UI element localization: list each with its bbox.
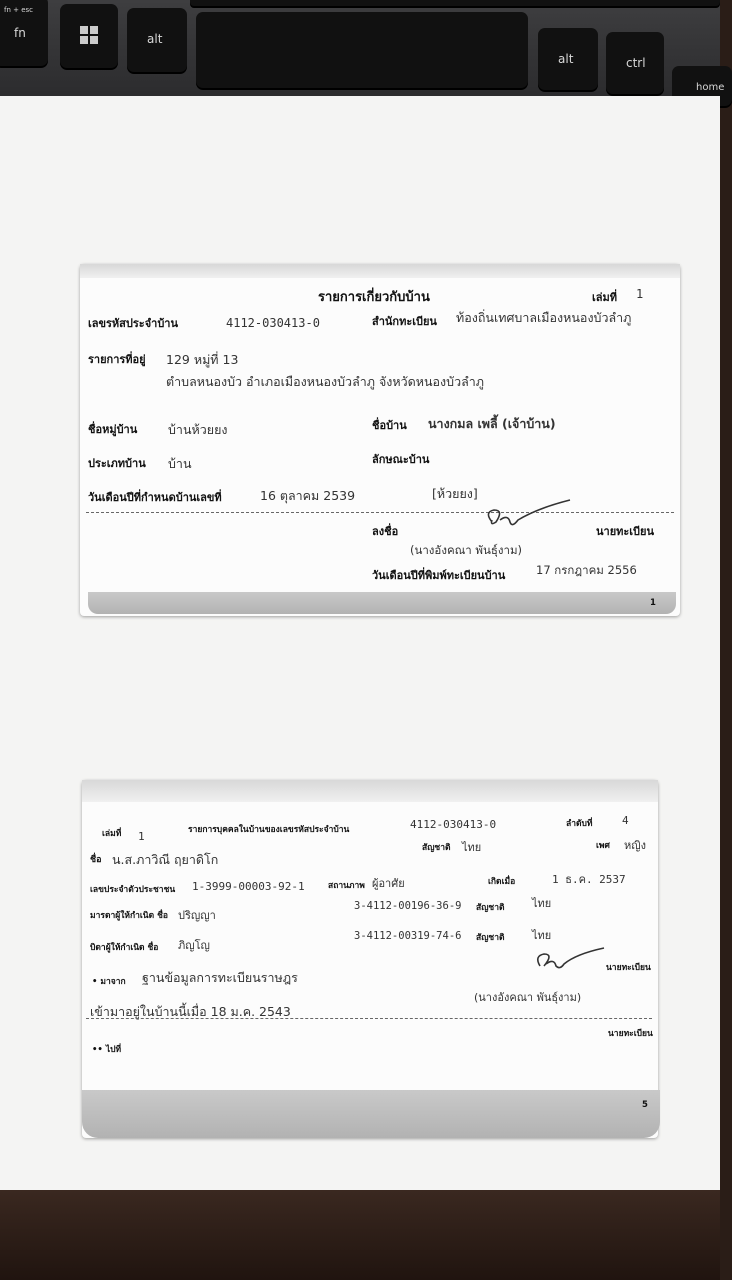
- sex: หญิง: [624, 839, 646, 852]
- father-id: 3-4112-00319-74-6: [354, 930, 462, 942]
- seq-label: ลำดับที่: [566, 819, 593, 829]
- mother-nat: ไทย: [532, 897, 552, 910]
- home-label: home: [696, 82, 725, 93]
- person-details-card: [82, 780, 658, 1138]
- registrar2-title-bottom: นายทะเบียน: [608, 1029, 653, 1039]
- house-character-label: ลักษณะบ้าน: [372, 453, 430, 466]
- card2-top-edge: [82, 780, 658, 802]
- registrar-signature: [478, 500, 578, 534]
- house-code: 4112-030413-0: [226, 316, 320, 330]
- mother-nat-label: สัญชาติ: [476, 903, 505, 913]
- fn-top-label: fn + esc: [4, 6, 34, 14]
- status-label: สถานภาพ: [328, 881, 365, 891]
- registrar-title: นายทะเบียน: [596, 525, 655, 538]
- alt-right-label: alt: [558, 52, 574, 66]
- fn-label: fn: [14, 26, 26, 40]
- mother-label: มารดาผู้ให้กำเนิด ชื่อ: [90, 911, 168, 921]
- wood-table: [0, 1190, 720, 1280]
- mother-name: ปริญญา: [178, 909, 216, 922]
- book-label: เล่มที่: [592, 291, 618, 304]
- father-label: บิดาผู้ให้กำเนิด ชื่อ: [90, 943, 159, 953]
- windows-icon: [80, 26, 98, 44]
- address-label: รายการที่อยู่: [88, 353, 146, 366]
- card2-footer-band: [82, 1090, 660, 1138]
- print-date-label: วันเดือนปีที่พิมพ์ทะเบียนบ้าน: [372, 569, 506, 582]
- registry-office-label: สำนักทะเบียน: [372, 315, 437, 328]
- house-name: นางกมล เพลี้ (เจ้าบ้าน): [428, 416, 556, 431]
- birth-date: 1 ธ.ค. 2537: [552, 873, 626, 886]
- print-date: 17 กรกฎาคม 2556: [536, 563, 637, 577]
- village-label: ชื่อหมู่บ้าน: [88, 423, 138, 436]
- father-nat-label: สัญชาติ: [476, 933, 505, 943]
- village: บ้านห้วยยง: [168, 422, 228, 437]
- alt-right-key: [538, 28, 598, 90]
- nationality-label: สัญชาติ: [422, 843, 451, 853]
- alt-left-label: alt: [147, 32, 163, 46]
- birth-label: เกิดเมื่อ: [488, 877, 516, 887]
- registrar-name: (นางอังคณา พันธุ์งาม): [410, 543, 523, 557]
- status: ผู้อาศัย: [372, 877, 405, 890]
- mother-id: 3-4112-00196-36-9: [354, 900, 462, 912]
- registrar2-signature: [532, 944, 612, 978]
- book-no: 1: [636, 287, 644, 301]
- laptop-keyboard: [0, 0, 725, 100]
- address-line1: 129 หมู่ที่ 13: [166, 352, 239, 367]
- person-name: น.ส.ภาวิณี ฤยาดิโก: [112, 852, 219, 867]
- card2-page-no: 5: [642, 1100, 648, 1110]
- house-name-label: ชื่อบ้าน: [372, 419, 407, 432]
- registrar2-title: นายทะเบียน: [606, 963, 651, 973]
- fn-key: [0, 0, 48, 66]
- father-nat: ไทย: [532, 929, 552, 942]
- ctrl-label: ctrl: [626, 56, 646, 70]
- space-key: [196, 12, 528, 88]
- from-label: • มาจาก: [92, 977, 126, 987]
- card2-house-code: 4112-030413-0: [410, 818, 497, 831]
- sex-label: เพศ: [596, 841, 610, 851]
- card2-book-label: เล่มที่: [102, 829, 122, 839]
- nationality: ไทย: [462, 841, 482, 854]
- moved-out-label: •• ไปที่: [92, 1045, 122, 1055]
- house-details-card: [80, 264, 680, 616]
- card2-book-no: 1: [138, 830, 145, 843]
- date-assigned-label: วันเดือนปีที่กำหนดบ้านเลขที่: [88, 491, 222, 504]
- moved-in: เข้ามาอยู่ในบ้านนี้เมื่อ 18 ม.ค. 2543: [90, 1004, 291, 1019]
- registrar2-name: (นางอังคณา พันธุ์งาม): [474, 991, 582, 1004]
- card1-footer-band: [88, 592, 676, 614]
- sign-label: ลงชื่อ: [372, 525, 399, 538]
- date-assigned: 16 ตุลาคม 2539: [260, 488, 356, 503]
- father-name: ภิญโญ: [178, 939, 210, 952]
- ctrl-key: [606, 32, 664, 94]
- house-code-label: เลขรหัสประจำบ้าน: [88, 317, 178, 330]
- card1-divider: [86, 512, 674, 513]
- card1-title: รายการเกี่ยวกับบ้าน: [318, 290, 430, 305]
- from-source: ฐานข้อมูลการทะเบียนราษฎร: [142, 970, 298, 985]
- card2-divider: [86, 1018, 652, 1019]
- seq-no: 4: [622, 814, 629, 827]
- card1-page-no: 1: [650, 598, 656, 608]
- registry-office: ท้องถิ่นเทศบาลเมืองหนองบัวลำภู: [456, 310, 632, 325]
- alt-left-key: [127, 8, 187, 72]
- id-label: เลขประจำตัวประชาชน: [90, 885, 176, 895]
- house-note: [ห้วยยง]: [432, 486, 478, 501]
- house-type: บ้าน: [168, 456, 192, 471]
- address-line2: ตำบลหนองบัว อำเภอเมืองหนองบัวลำภู จังหวัดหนองบัวลำภู: [166, 374, 485, 389]
- house-type-label: ประเภทบ้าน: [88, 457, 146, 470]
- id-no: 1-3999-00003-92-1: [192, 880, 305, 893]
- windows-key: [60, 4, 118, 68]
- top-row-keys: [190, 0, 720, 6]
- card2-header-label: รายการบุคคลในบ้านของเลขรหัสประจำบ้าน: [188, 825, 350, 835]
- name-label: ชื่อ: [90, 855, 102, 865]
- card-top-edge: [80, 264, 680, 278]
